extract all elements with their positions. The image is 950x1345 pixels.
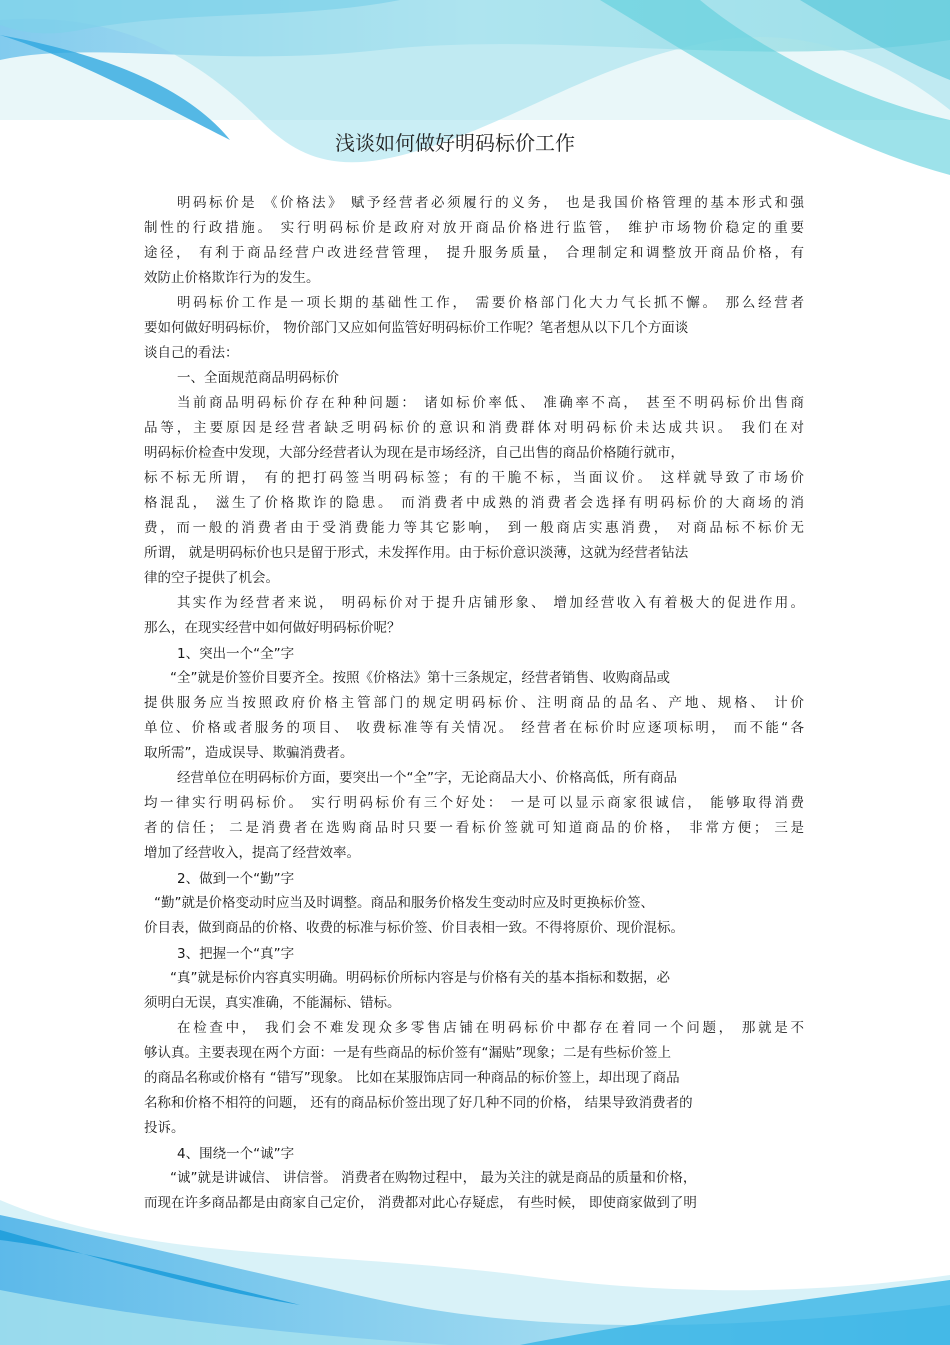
paragraph-line: 效防止价格欺诈行为的发生。 (144, 270, 320, 286)
section-heading: 一、全面规范商品明码标价 (177, 370, 339, 386)
article-title: 浅谈如何做好明码标价工作 (335, 131, 575, 155)
paragraph-line: 当前商品明码标价存在种种问题： 诸如标价率低、 准确率不高， 甚至不明码标价出售商 (177, 395, 804, 411)
paragraph-line: 律的空子提供了机会。 (144, 570, 279, 586)
paragraph-line: 费，而一般的消费者由于受消费能力等其它影响， 到一般商店实惠消费， 对商品标不标价无 (144, 520, 804, 536)
paragraph-line: “诚”就是讲诚信、 讲信誉。 消费者在购物过程中， 最为关注的就是商品的质量和价格， (170, 1170, 697, 1186)
paragraph-line: 价目表，做到商品的价格、收费的标准与标价签、价目表相一致。不得将原价、现价混标。 (144, 920, 684, 936)
paragraph-line: 增加了经营收入，提高了经营效率。 (144, 845, 360, 861)
paragraph-line: 须明白无误，真实准确，不能漏标、错标。 (144, 995, 401, 1011)
paragraph-line: 其实作为经营者来说， 明码标价对于提升店铺形象、 增加经营收入有着极大的促进作用。 (177, 595, 804, 611)
paragraph-line: 均一律实行明码标价。 实行明码标价有三个好处： 一是可以显示商家很诚信， 能够取得消费 (144, 795, 804, 811)
paragraph-line: 名称和价格不相符的问题， 还有的商品标价签出现了好几种不同的价格， 结果导致消费者的 (144, 1095, 693, 1111)
paragraph-line: 所谓， 就是明码标价也只是留于形式，未发挥作用。由于标价意识淡薄，这就为经营者钻法 (144, 545, 689, 561)
paragraph-line: 品等，主要原因是经营者缺乏明码标价的意识和消费群体对明码标价未达成共识。 我们在对 (144, 420, 804, 436)
paragraph-line: 格混乱， 滋生了价格欺诈的隐患。 而消费者中成熟的消费者会选择有明码标价的大商场的消 (144, 495, 804, 511)
paragraph-line: 提供服务应当按照政府价格主管部门的规定明码标价、注明商品的品名、产地、规格、 计价 (144, 695, 804, 711)
paragraph-line: 明码标价工作是一项长期的基础性工作， 需要价格部门化大力气长抓不懈。 那么经营者 (177, 295, 804, 311)
paragraph-line: 明码标价是 《价格法》 赋予经营者必须履行的义务， 也是我国价格管理的基本形式和强 (177, 195, 804, 211)
paragraph-line: 在检查中， 我们会不难发现众多零售店铺在明码标价中都存在着同一个问题， 那就是不 (177, 1020, 804, 1036)
paragraph-line: 那么，在现实经营中如何做好明码标价呢？ (144, 620, 401, 636)
paragraph-line: 取所需”，造成误导、欺骗消费者。 (144, 745, 354, 761)
paragraph-line: “勤”就是价格变动时应当及时调整。商品和服务价格发生变动时应及时更换标价签、 (154, 895, 654, 911)
paragraph-line: 单位、价格或者服务的项目、 收费标准等有关情况。 经营者在标价时应逐项标明， 而不能“各 (144, 720, 804, 736)
paragraph-line: 谈自己的看法： (144, 345, 239, 361)
paragraph-line: 而现在许多商品都是由商家自己定价， 消费都对此心存疑虑， 有些时候， 即使商家做到了明 (144, 1195, 697, 1211)
paragraph-line: 者的信任； 二是消费者在选购商品时只要一看标价签就可知道商品的价格， 非常方便； 三是 (144, 820, 804, 836)
paragraph-line: 明码标价检查中发现，大部分经营者认为现在是市场经济，自己出售的商品价格随行就市， (144, 445, 684, 461)
section-heading: 1、突出一个“全”字 (177, 646, 295, 662)
section-heading: 2、做到一个“勤”字 (177, 871, 295, 887)
paragraph-line: “真”就是标价内容真实明确。明码标价所标内容是与价格有关的基本指标和数据，必 (170, 970, 670, 986)
section-heading: 3、把握一个“真”字 (177, 946, 295, 962)
paragraph-line: 途径， 有利于商品经营户改进经营管理， 提升服务质量， 合理制定和调整放开商品价格，有 (144, 245, 804, 261)
paragraph-line: 标不标无所谓， 有的把打码签当明码标签；有的干脆不标，当面议价。 这样就导致了市场价 (144, 470, 804, 486)
paragraph-line: 的商品名称或价格有 “错写”现象。 比如在某服饰店同一种商品的标价签上，却出现了商品 (144, 1070, 680, 1086)
paragraph-line: 经营单位在明码标价方面，要突出一个“全”字，无论商品大小、价格高低，所有商品 (177, 770, 677, 786)
paragraph-line: 投诉。 (144, 1120, 185, 1136)
section-heading: 4、围绕一个“诚”字 (177, 1146, 295, 1162)
paragraph-line: 制性的行政措施。 实行明码标价是政府对放开商品价格进行监管， 维护市场物价稳定的重要 (144, 220, 804, 236)
paragraph-line: 要如何做好明码标价， 物价部门又应如何监管好明码标价工作呢？笔者想从以下几个方面谈 (144, 320, 689, 336)
paragraph-line: “全”就是价签价目要齐全。按照《价格法》第十三条规定，经营者销售、收购商品或 (170, 670, 670, 686)
paragraph-line: 够认真。主要表现在两个方面：一是有些商品的标价签有“漏贴”现象；二是有些标价签上 (144, 1045, 671, 1061)
